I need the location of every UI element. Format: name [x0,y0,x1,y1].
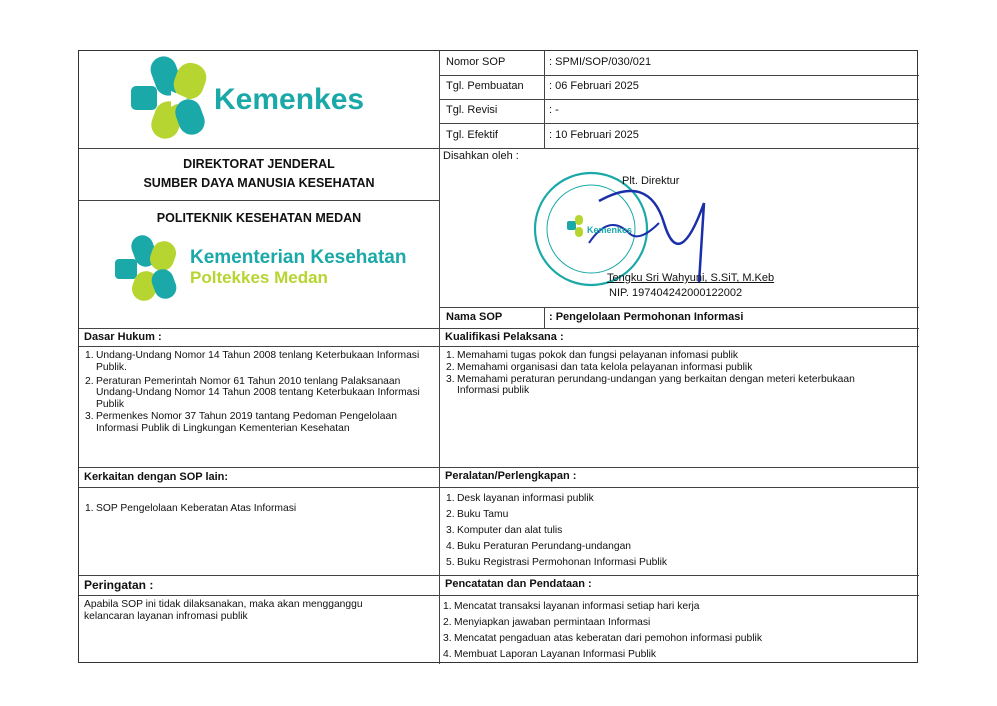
list-item: 4. Membuat Laporan Layanan Informasi Publik [443,649,657,660]
list-item: 2. Memahami organisasi dan tata kelola pelayanan informasi publik [446,361,753,373]
kualifikasi-list [446,350,856,397]
kerkaitan-title: Kerkaitan dengan SOP lain: [84,471,229,483]
list-item: 3. Memahami peraturan perundang-undangan yang berkaitan dengan meteri keterbukaan Informasi publik [446,373,855,397]
divider [79,346,919,347]
divider [79,575,919,576]
list-item: 2. Menyiapkan jawaban permintaan Informasi [443,617,651,628]
divider [79,595,919,596]
divider [79,487,919,488]
sop-name-value: : Pengelolaan Permohonan Informasi [549,311,744,323]
list-item: 1. Mencatat transaksi layanan informasi setiap hari kerja [443,601,700,612]
peralatan-title: Peralatan/Perlengkapan : [445,470,577,482]
divider [79,200,439,201]
meta-label: Tgl. Efektif [446,129,498,141]
list-item: 1. Memahami tugas pokok dan fungsi pelayanan infomasi publik [446,350,739,361]
list-item: 1. Undang-Undang Nomor 14 Tahun 2008 tenlang Keterbukaan Informasi Publik. [85,350,420,373]
poltekkes-logo-line1: Kementerian Kesehatan [190,247,407,268]
divider [439,123,919,124]
list-item: 5. Buku Registrasi Permohonan Informasi Publik [446,557,668,568]
list-item: 1. Desk layanan informasi publik [446,493,594,504]
list-item: 1. SOP Pengelolaan Keberatan Atas Informasi [85,503,297,514]
meta-value: : 06 Februari 2025 [549,80,639,92]
divider [439,99,919,100]
meta-value: : - [549,104,559,116]
divider [79,467,919,468]
approver-title: Plt. Direktur [622,175,680,187]
peringatan-title: Peringatan : [84,578,154,592]
approval-label: Disahkan oleh : [443,150,519,162]
approver-name: Tengku Sri Wahyuni, S.SiT, M.Keb [607,272,775,284]
divider [439,307,919,308]
pencatatan-list [443,599,913,663]
approver-nip: NIP. 197404242000122002 [609,287,743,299]
poltekkes-logo-mark [109,233,189,303]
dasar-hukum-title: Dasar Hukum : [84,331,162,343]
meta-value: : 10 Februari 2025 [549,129,639,141]
list-item: 4. Buku Peraturan Perundang-undangan [446,541,632,552]
dasar-hukum-list [85,350,430,435]
meta-label: Tgl. Pembuatan [446,80,524,92]
divider [439,75,919,76]
sop-document [78,50,918,663]
column-divider [439,51,440,664]
polytechnic-name: POLITEKNIK KESEHATAN MEDAN [156,211,362,225]
stamp-text: Kemenkes [587,225,633,235]
list-item: 3. Komputer dan alat tulis [446,525,563,536]
sop-name-label: Nama SOP [446,311,503,323]
list-item: 2. Buku Tamu [446,509,509,520]
meta-value: : SPMI/SOP/030/021 [549,56,652,68]
meta-label: Tgl. Revisi [446,104,498,116]
poltekkes-logo-line2: Poltekkes Medan [190,268,328,287]
logo-text: Kemenkes [214,83,365,116]
kemenkes-logo [79,51,439,148]
list-item: 3. Permenkes Nomor 37 Tahun 2019 tantang Pedoman Pengelolaan Informasi Publik di Lingkungan Kementerian Kesehatan [85,410,397,434]
divider [79,328,919,329]
pencatatan-title: Pencatatan dan Pendataan : [445,578,592,590]
list-item: 3. Mencatat pengaduan atas keberatan dari pemohon informasi publik [443,633,762,644]
peringatan-text: Apabila SOP ini tidak dilaksanakan, maka akan mengganggu kelancaran layanan infromasi publik [84,599,363,622]
peralatan-list [446,491,906,571]
divider [79,148,919,149]
directorate-line1: DIREKTORAT JENDERAL [183,157,335,171]
kerkaitan-list [85,503,430,515]
list-item: 2. Peraturan Pemerintah Nomor 61 Tahun 2010 tenlang Palaksanaan Undang-Undang Nomor 14 Tahun 2008 tentang Keterbukaan Informasi Publik [85,375,420,411]
directorate-line2: SUMBER DAYA MANUSIA KESEHATAN [143,176,375,190]
kualifikasi-title: Kualifikasi Pelaksana : [445,331,564,343]
sopname-divider [544,307,545,328]
meta-label: Nomor SOP [446,56,506,68]
